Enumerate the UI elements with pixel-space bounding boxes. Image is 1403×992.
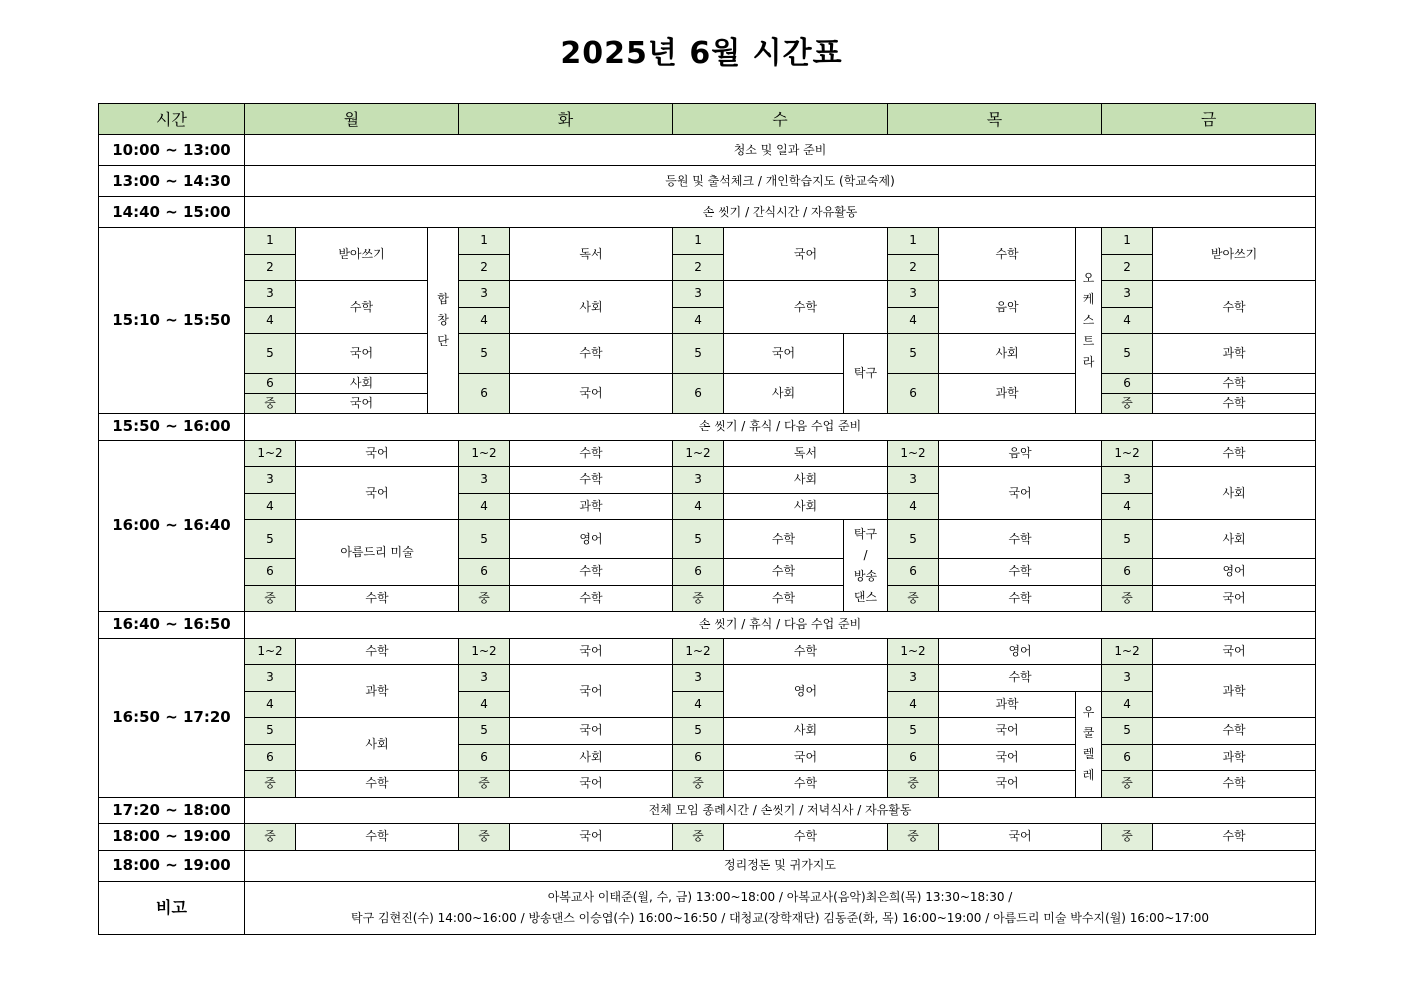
period-cell: 5 [459,334,510,374]
subject-cell: 사회 [724,467,888,494]
period-cell: 6 [1102,374,1153,394]
period-cell: 5 [245,520,296,559]
period-cell: 1~2 [459,440,510,467]
subject-cell: 수학 [724,638,888,665]
period-cell: 3 [888,281,939,308]
subject-cell: 국어 [510,771,673,798]
subject-cell: 국어 [724,228,888,281]
orchestra-cell: 오 케 스 트 라 [1076,228,1102,414]
table-row [99,228,1316,255]
subject-cell: 국어 [510,718,673,745]
subject-cell: 국어 [939,744,1076,771]
subject-cell: 사회 [724,493,888,520]
table-row [99,135,1316,166]
choir-cell: 합 창 단 [428,228,459,414]
header-row [99,104,1316,135]
period-cell: 4 [1102,691,1153,718]
period-cell: 5 [245,334,296,374]
remarks-line: 아복교사 이태준(월, 수, 금) 13:00~18:00 / 아복교사(음악)최은희(목) 13:30~18:30 / [547,889,1013,904]
period-cell: 6 [888,559,939,586]
period-cell: 1~2 [245,638,296,665]
period-cell: 4 [888,691,939,718]
period-cell: 1~2 [245,440,296,467]
period-cell: 5 [888,718,939,745]
period-cell: 5 [673,520,724,559]
time-cell: 18:00 ~ 19:00 [99,824,245,851]
table-row [99,665,1316,692]
subject-cell: 수학 [724,559,844,586]
subject-cell: 수학 [939,665,1102,692]
remarks-line: 탁구 김현진(수) 14:00~16:00 / 방송댄스 이승엽(수) 16:00~16:50 / 대청교(장학재단) 김동준(화, 목) 16:00~19:00 / 아름드리 미술 박수지(월) 16:00~17:00 [351,910,1210,925]
table-row [99,520,1316,559]
header-thu: 목 [888,104,1102,135]
period-cell: 2 [459,254,510,281]
ukulele-cell: 우 쿨 렐 레 [1076,691,1102,797]
subject-cell: 수학 [724,520,844,559]
subject-cell: 수학 [1153,394,1316,414]
period-cell: 5 [888,334,939,374]
table-row [99,307,1316,334]
subject-cell: 사회 [296,374,428,394]
period-cell: 1~2 [459,638,510,665]
table-row [99,559,1316,586]
period-cell: 6 [888,374,939,414]
period-cell: 2 [673,254,724,281]
subject-cell: 수학 [724,585,844,612]
table-row [99,467,1316,494]
period-cell: 4 [245,691,296,718]
subject-cell: 수학 [1153,718,1316,745]
period-cell: 중 [459,771,510,798]
period-cell: 3 [459,281,510,308]
time-cell: 15:50 ~ 16:00 [99,414,245,441]
subject-cell: 수학 [296,585,459,612]
period-cell: 2 [1102,254,1153,281]
subject-cell: 사회 [510,744,673,771]
subject-cell: 수학 [510,467,673,494]
period-cell: 3 [888,467,939,494]
period-cell: 6 [245,559,296,586]
table-row [99,797,1316,824]
period-cell: 1 [673,228,724,255]
period-cell: 중 [245,585,296,612]
period-cell: 3 [673,665,724,692]
subject-cell: 수학 [510,334,673,374]
time-cell: 13:00 ~ 14:30 [99,166,245,197]
subject-cell: 과학 [939,374,1076,414]
subject-cell: 수학 [510,440,673,467]
header-wed: 수 [673,104,888,135]
subject-cell: 국어 [1153,638,1316,665]
subject-cell: 국어 [510,824,673,851]
period-cell: 4 [888,307,939,334]
period-cell: 4 [1102,307,1153,334]
subject-cell: 과학 [1153,665,1316,718]
period-cell: 1 [888,228,939,255]
period-cell: 중 [1102,824,1153,851]
table-row [99,585,1316,612]
table-tennis-cell: 탁구 [844,334,888,414]
subject-cell: 국어 [724,744,888,771]
subject-cell: 수학 [939,228,1076,281]
full-row-cell: 청소 및 일과 준비 [245,135,1316,166]
period-cell: 4 [673,493,724,520]
timetable [98,103,1316,935]
period-cell: 1~2 [1102,440,1153,467]
period-cell: 6 [673,559,724,586]
period-cell: 3 [459,467,510,494]
subject-cell: 독서 [510,228,673,281]
period-cell: 4 [245,493,296,520]
subject-cell: 수학 [510,559,673,586]
table-row [99,414,1316,441]
subject-cell: 수학 [296,771,459,798]
period-cell: 5 [459,718,510,745]
header-mon: 월 [245,104,459,135]
subject-cell: 사회 [510,281,673,334]
subject-cell: 음악 [939,281,1076,334]
period-cell: 중 [888,824,939,851]
period-cell: 2 [245,254,296,281]
period-cell: 3 [673,467,724,494]
period-cell: 4 [673,307,724,334]
period-cell: 1 [245,228,296,255]
table-row [99,850,1316,881]
table-row [99,691,1316,718]
subject-cell: 국어 [296,334,428,374]
subject-cell: 사회 [1153,520,1316,559]
subject-cell: 아름드리 미술 [296,520,459,586]
period-cell: 중 [888,771,939,798]
subject-cell: 수학 [1153,824,1316,851]
page-title: 2025년 6월 시간표 [560,36,843,71]
period-cell: 중 [673,585,724,612]
subject-cell: 국어 [724,334,844,374]
remarks-cell [245,881,1316,934]
subject-cell: 영어 [724,665,888,718]
period-cell: 중 [1102,585,1153,612]
subject-cell: 수학 [939,520,1102,559]
remarks-row [99,881,1316,934]
period-cell: 6 [673,374,724,414]
period-cell: 5 [1102,718,1153,745]
subject-cell: 국어 [296,394,428,414]
period-cell: 6 [245,374,296,394]
time-cell: 16:50 ~ 17:20 [99,638,245,797]
time-cell: 16:00 ~ 16:40 [99,440,245,612]
subject-cell: 영어 [510,520,673,559]
period-cell: 중 [459,824,510,851]
full-row-cell: 손 씻기 / 간식시간 / 자유활동 [245,197,1316,228]
table-row [99,254,1316,281]
time-cell: 16:40 ~ 16:50 [99,612,245,639]
table-row [99,374,1316,394]
subject-cell: 사회 [724,718,888,745]
subject-cell: 수학 [1153,374,1316,394]
subject-cell: 수학 [1153,440,1316,467]
subject-cell: 사회 [296,718,459,771]
period-cell: 중 [459,585,510,612]
period-cell: 3 [673,281,724,308]
period-cell: 5 [1102,334,1153,374]
period-cell: 6 [245,744,296,771]
subject-cell: 국어 [939,824,1102,851]
period-cell: 4 [1102,493,1153,520]
period-cell: 4 [459,307,510,334]
subject-cell: 국어 [510,665,673,718]
period-cell: 1~2 [888,440,939,467]
subject-cell: 과학 [939,691,1076,718]
period-cell: 1~2 [1102,638,1153,665]
header-fri: 금 [1102,104,1316,135]
period-cell: 6 [1102,744,1153,771]
period-cell: 6 [888,744,939,771]
period-cell: 중 [245,824,296,851]
subject-cell: 과학 [510,493,673,520]
subject-cell: 영어 [1153,559,1316,586]
subject-cell: 수학 [296,824,459,851]
period-cell: 3 [1102,281,1153,308]
subject-cell: 국어 [939,718,1076,745]
table-row [99,744,1316,771]
period-cell: 5 [245,718,296,745]
subject-cell: 국어 [1153,585,1316,612]
period-cell: 3 [245,665,296,692]
period-cell: 1~2 [888,638,939,665]
subject-cell: 받아쓰기 [1153,228,1316,281]
full-row-cell: 손 씻기 / 휴식 / 다음 수업 준비 [245,612,1316,639]
subject-cell: 수학 [510,585,673,612]
period-cell: 1 [459,228,510,255]
period-cell: 5 [673,718,724,745]
subject-cell: 음악 [939,440,1102,467]
period-cell: 4 [245,307,296,334]
table-row [99,824,1316,851]
period-cell: 중 [245,771,296,798]
period-cell: 3 [459,665,510,692]
subject-cell: 수학 [296,638,459,665]
dance-cell: 탁구 / 방송 댄스 [844,520,888,612]
period-cell: 3 [1102,665,1153,692]
table-row [99,334,1316,374]
period-cell: 3 [1102,467,1153,494]
time-cell: 15:10 ~ 15:50 [99,228,245,414]
table-row [99,771,1316,798]
subject-cell: 국어 [510,374,673,414]
period-cell: 중 [673,824,724,851]
subject-cell: 수학 [724,824,888,851]
subject-cell: 수학 [939,585,1102,612]
period-cell: 4 [459,493,510,520]
period-cell: 중 [1102,771,1153,798]
period-cell: 1 [1102,228,1153,255]
table-row [99,718,1316,745]
header-time: 시간 [99,104,245,135]
period-cell: 3 [245,467,296,494]
period-cell: 중 [673,771,724,798]
subject-cell: 수학 [1153,771,1316,798]
subject-cell: 사회 [724,374,844,414]
period-cell: 6 [459,744,510,771]
period-cell: 6 [1102,559,1153,586]
subject-cell: 수학 [1153,281,1316,334]
period-cell: 5 [459,520,510,559]
full-row-cell: 전체 모임 종례시간 / 손씻기 / 저녁식사 / 자유활동 [245,797,1316,824]
time-cell: 14:40 ~ 15:00 [99,197,245,228]
subject-cell: 국어 [939,467,1102,520]
period-cell: 중 [245,394,296,414]
period-cell: 6 [673,744,724,771]
table-row [99,638,1316,665]
table-row [99,166,1316,197]
subject-cell: 수학 [724,771,888,798]
period-cell: 중 [1102,394,1153,414]
subject-cell: 과학 [1153,334,1316,374]
subject-cell: 수학 [939,559,1102,586]
table-row [99,493,1316,520]
full-row-cell: 정리정돈 및 귀가지도 [245,850,1316,881]
full-row-cell: 손 씻기 / 휴식 / 다음 수업 준비 [245,414,1316,441]
subject-cell: 수학 [296,281,428,334]
subject-cell: 사회 [939,334,1076,374]
period-cell: 중 [888,585,939,612]
period-cell: 4 [673,691,724,718]
period-cell: 2 [888,254,939,281]
time-cell: 10:00 ~ 13:00 [99,135,245,166]
header-tue: 화 [459,104,673,135]
subject-cell: 국어 [939,771,1076,798]
subject-cell: 수학 [724,281,888,334]
subject-cell: 국어 [510,638,673,665]
period-cell: 5 [1102,520,1153,559]
period-cell: 3 [888,665,939,692]
table-row [99,612,1316,639]
subject-cell: 국어 [296,440,459,467]
table-row [99,197,1316,228]
subject-cell: 영어 [939,638,1102,665]
remarks-label: 비고 [99,881,245,934]
period-cell: 6 [459,559,510,586]
period-cell: 1~2 [673,440,724,467]
time-cell: 18:00 ~ 19:00 [99,850,245,881]
period-cell: 5 [888,520,939,559]
subject-cell: 국어 [296,467,459,520]
subject-cell: 독서 [724,440,888,467]
period-cell: 6 [459,374,510,414]
subject-cell: 과학 [296,665,459,718]
period-cell: 3 [245,281,296,308]
full-row-cell: 등원 및 출석체크 / 개인학습지도 (학교숙제) [245,166,1316,197]
table-row [99,440,1316,467]
subject-cell: 받아쓰기 [296,228,428,281]
period-cell: 4 [459,691,510,718]
period-cell: 4 [888,493,939,520]
table-row [99,281,1316,308]
time-cell: 17:20 ~ 18:00 [99,797,245,824]
period-cell: 1~2 [673,638,724,665]
subject-cell: 과학 [1153,744,1316,771]
period-cell: 5 [673,334,724,374]
subject-cell: 사회 [1153,467,1316,520]
